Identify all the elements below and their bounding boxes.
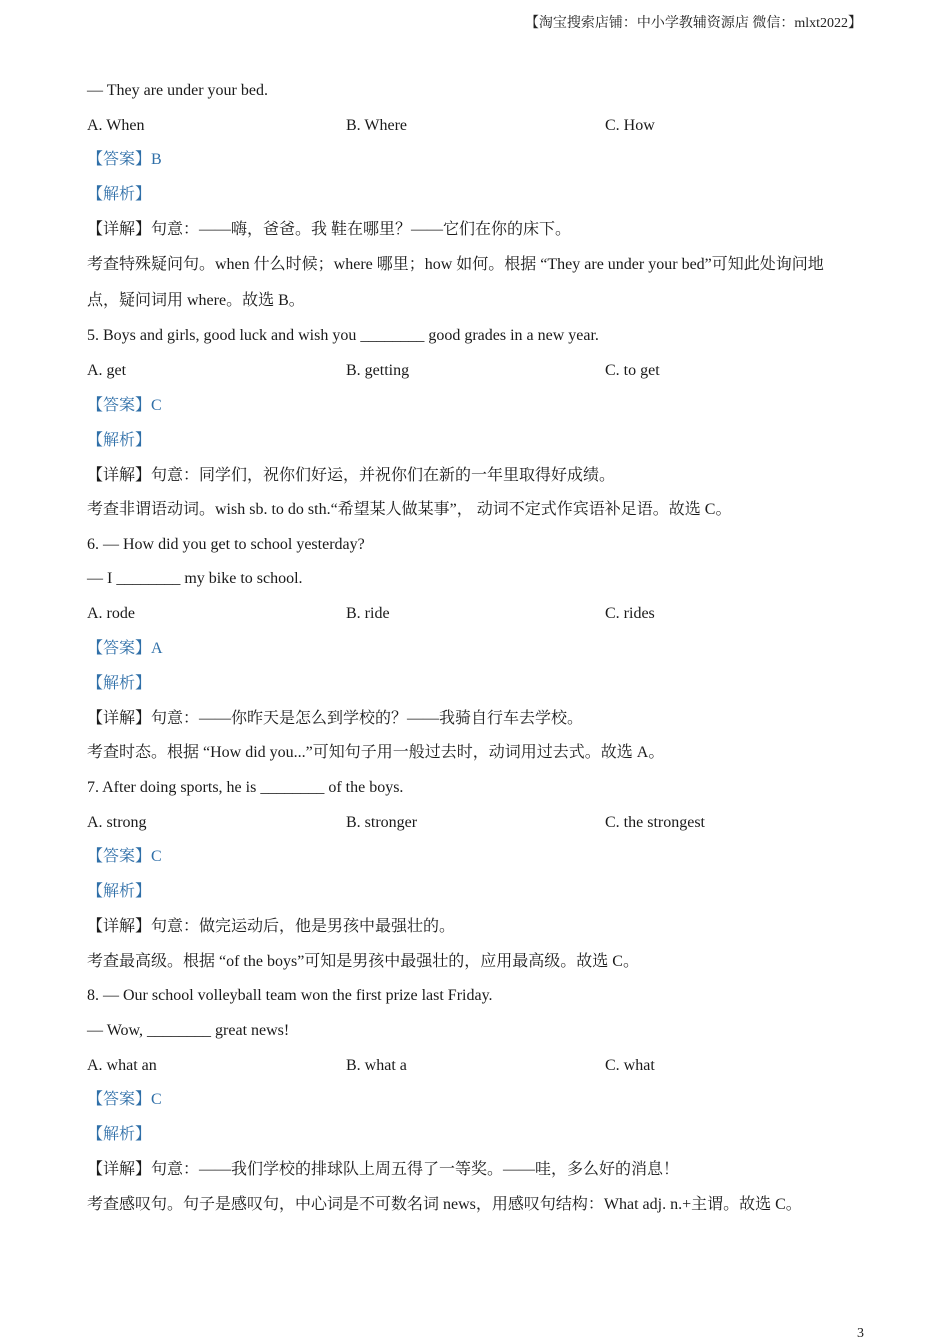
answer-label-q6: 【答案】A [87, 640, 163, 657]
option-a-q5: A. get [87, 362, 127, 379]
answer-label-q7: 【答案】C [87, 848, 162, 865]
option-a-q8: A. what an [87, 1057, 157, 1074]
option-a-q7: A. strong [87, 814, 147, 831]
option-b-q5: B. getting [346, 362, 410, 379]
answer-label-q4: 【答案】B [87, 151, 162, 168]
option-c-q7: C. the strongest [605, 814, 705, 831]
detail-q6: 【详解】句意：——你昨天是怎么到学校的？——我骑自行车去学校。 [87, 710, 584, 727]
option-c-q5: C. to get [605, 362, 660, 379]
explanation-q5: 考查非谓语动词。wish sb. to do sth.“希望某人做某事”， 动词不定式作宾语补足语。故选 C。 [87, 501, 732, 518]
option-c-q6: C. rides [605, 605, 655, 622]
detail-q5: 【详解】句意：同学们，祝你们好运，并祝你们在新的一年里取得好成绩。 [87, 467, 616, 484]
option-c-q4: C. How [605, 117, 655, 134]
question-6-reply: — I ________ my bike to school. [87, 570, 303, 587]
analysis-label-q6: 【解析】 [87, 675, 152, 692]
question-8-reply: — Wow, ________ great news! [87, 1022, 290, 1039]
analysis-label-q8: 【解析】 [87, 1126, 152, 1143]
answer-label-q5: 【答案】C [87, 397, 162, 414]
detail-q8: 【详解】句意：——我们学校的排球队上周五得了一等奖。——哇，多么好的消息！ [87, 1161, 680, 1178]
analysis-label-q4: 【解析】 [87, 186, 152, 203]
explanation-q6: 考查时态。根据 “How did you...”可知句子用一般过去时，动词用过去式。故选 A。 [87, 744, 665, 761]
question-8: 8. — Our school volleyball team won the first prize last Friday. [87, 987, 493, 1004]
option-b-q8: B. what a [346, 1057, 407, 1074]
page-number: 3 [857, 1326, 864, 1341]
page-header: 【淘宝搜索店铺：中小学教辅资源店 微信：mlxt2022】 [524, 16, 862, 31]
explanation-q4-line2: 点，疑问词用 where。故选 B。 [87, 292, 305, 309]
option-a-q6: A. rode [87, 605, 135, 622]
explanation-q4-line1: 考查特殊疑问句。when 什么时候；where 哪里；how 如何。根据 “They are under your bed”可知此处询问地 [87, 256, 824, 273]
detail-q4: 【详解】句意：——嗨，爸爸。我 鞋在哪里？——它们在你的床下。 [87, 221, 572, 238]
explanation-q7: 考查最高级。根据 “of the boys”可知是男孩中最强壮的，应用最高级。故选 C。 [87, 953, 639, 970]
answer-label-q8: 【答案】C [87, 1091, 162, 1108]
question-5: 5. Boys and girls, good luck and wish you ________ good grades in a new year. [87, 327, 599, 344]
question-6: 6. — How did you get to school yesterday? [87, 536, 365, 553]
detail-q7: 【详解】句意：做完运动后，他是男孩中最强壮的。 [87, 918, 456, 935]
option-c-q8: C. what [605, 1057, 655, 1074]
answer-text-q4: — They are under your bed. [87, 82, 268, 99]
option-a-q4: A. When [87, 117, 145, 134]
option-b-q6: B. ride [346, 605, 390, 622]
analysis-label-q7: 【解析】 [87, 883, 152, 900]
option-b-q4: B. Where [346, 117, 408, 134]
analysis-label-q5: 【解析】 [87, 432, 152, 449]
option-b-q7: B. stronger [346, 814, 418, 831]
question-7: 7. After doing sports, he is ________ of the boys. [87, 779, 404, 796]
explanation-q8: 考查感叹句。句子是感叹句，中心词是不可数名词 news，用感叹句结构：What adj. n.+主谓。故选 C。 [87, 1196, 802, 1213]
